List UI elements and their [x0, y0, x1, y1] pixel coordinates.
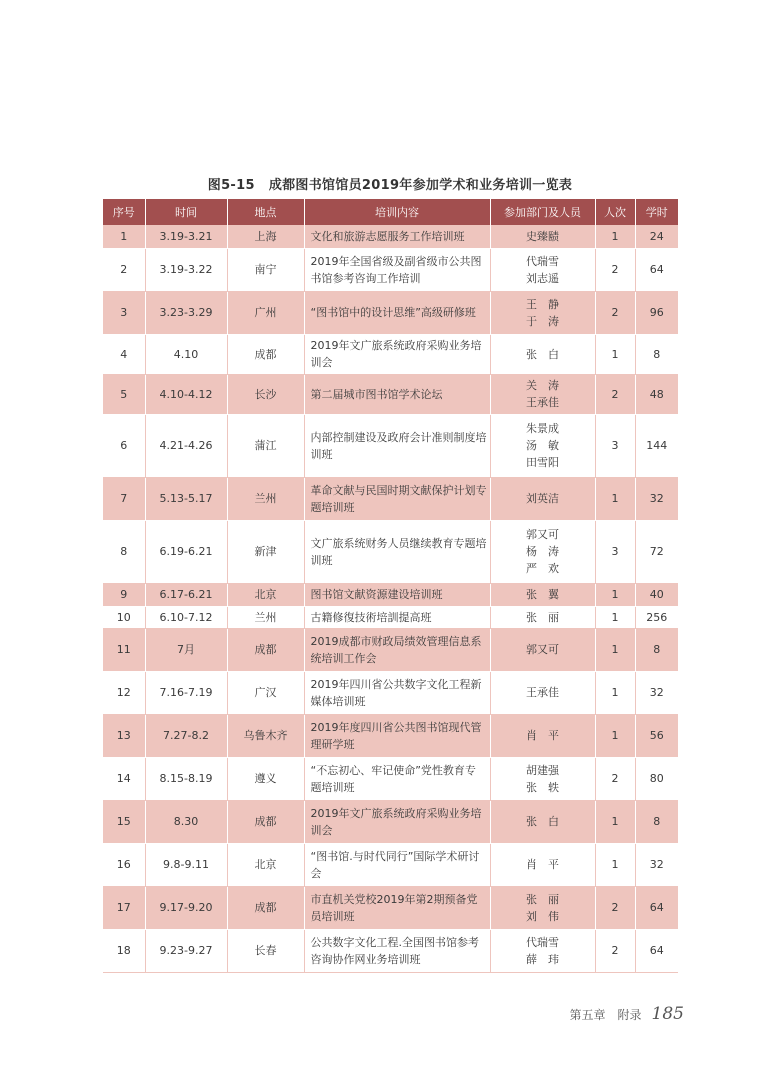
cell-count: 2 — [595, 248, 635, 291]
cell-time: 5.13-5.17 — [145, 477, 227, 520]
cell-no: 1 — [103, 225, 145, 248]
cell-hours: 8 — [635, 628, 678, 671]
cell-count: 3 — [595, 414, 635, 477]
cell-people — [490, 628, 595, 671]
person-name: 张 白 — [526, 815, 559, 828]
cell-time: 3.23-3.29 — [145, 291, 227, 334]
cell-hours: 8 — [635, 800, 678, 843]
cell-content: 文广旅系统财务人员继续教育专题培训班 — [304, 520, 490, 583]
cell-content: 市直机关党校2019年第2期预备党员培训班 — [304, 886, 490, 929]
cell-content: 2019年度四川省公共图书馆现代管理研学班 — [304, 714, 490, 757]
caption-title: 成都图书馆馆员2019年参加学术和业务培训一览表 — [268, 178, 573, 193]
person-name: 于 涛 — [526, 314, 559, 328]
table-row — [103, 414, 678, 477]
cell-content: 公共数字文化工程.全国图书馆参考咨询协作网业务培训班 — [304, 929, 490, 972]
cell-people — [490, 671, 595, 714]
cell-hours: 32 — [635, 843, 678, 886]
cell-people — [490, 291, 595, 334]
person-name: 刘志遥 — [526, 271, 559, 285]
table-row — [103, 583, 678, 606]
cell-count: 1 — [595, 671, 635, 714]
person-name: 王承佳 — [526, 396, 559, 409]
cell-people — [490, 843, 595, 886]
person-name: 张 翼 — [526, 588, 559, 601]
cell-no: 11 — [103, 628, 145, 671]
cell-time: 7月 — [145, 628, 227, 671]
person-name: 严 欢 — [526, 562, 559, 575]
person-name: 郭又可 — [526, 528, 559, 541]
table-row — [103, 374, 678, 414]
cell-content: 内部控制建设及政府会计准则制度培训班 — [304, 414, 490, 477]
person-name: 张 轶 — [526, 780, 559, 794]
cell-place: 成都 — [227, 886, 304, 929]
person-name: 肖 平 — [526, 729, 559, 742]
cell-time: 7.16-7.19 — [145, 671, 227, 714]
cell-place: 广汉 — [227, 671, 304, 714]
cell-no: 14 — [103, 757, 145, 800]
cell-no: 7 — [103, 477, 145, 520]
cell-count: 2 — [595, 929, 635, 972]
cell-place: 长春 — [227, 929, 304, 972]
cell-content: 2019年四川省公共数字文化工程新媒体培训班 — [304, 671, 490, 714]
cell-time: 6.17-6.21 — [145, 583, 227, 606]
cell-no: 12 — [103, 671, 145, 714]
cell-hours: 64 — [635, 248, 678, 291]
person-name: 郭又可 — [526, 643, 559, 656]
person-name: 刘英洁 — [526, 492, 559, 505]
cell-content: 2019成都市财政局绩效管理信息系统培训工作会 — [304, 628, 490, 671]
cell-count: 2 — [595, 886, 635, 929]
cell-people — [490, 225, 595, 248]
table-row — [103, 248, 678, 291]
page-footer — [570, 1004, 684, 1024]
footer-section: 附录 — [617, 1008, 642, 1022]
cell-count: 2 — [595, 374, 635, 414]
header-content: 培训内容 — [304, 199, 490, 225]
caption-number: 图5-15 — [207, 178, 255, 193]
cell-time: 4.10-4.12 — [145, 374, 227, 414]
cell-people — [490, 334, 595, 374]
header-people: 参加部门及人员 — [490, 199, 595, 225]
person-name: 刘 伟 — [526, 909, 559, 923]
person-name: 张 丽 — [526, 892, 559, 906]
cell-hours: 48 — [635, 374, 678, 414]
cell-count: 1 — [595, 477, 635, 520]
cell-no: 3 — [103, 291, 145, 334]
table-row — [103, 671, 678, 714]
cell-hours: 96 — [635, 291, 678, 334]
cell-hours: 64 — [635, 886, 678, 929]
cell-time: 7.27-8.2 — [145, 714, 227, 757]
person-name: 王 静 — [526, 297, 559, 311]
table-row — [103, 843, 678, 886]
cell-content: 革命文献与民国时期文献保护计划专题培训班 — [304, 477, 490, 520]
table-caption — [0, 174, 780, 193]
table-row — [103, 714, 678, 757]
cell-hours: 64 — [635, 929, 678, 972]
header-hours: 学时 — [635, 199, 678, 225]
person-name: 田雪阳 — [526, 456, 559, 469]
cell-people — [490, 248, 595, 291]
person-name: 胡建强 — [526, 763, 559, 777]
cell-place: 遵义 — [227, 757, 304, 800]
cell-people — [490, 714, 595, 757]
cell-place: 成都 — [227, 800, 304, 843]
cell-time: 8.30 — [145, 800, 227, 843]
cell-place: 上海 — [227, 225, 304, 248]
cell-no: 8 — [103, 520, 145, 583]
table-row — [103, 291, 678, 334]
cell-place: 成都 — [227, 628, 304, 671]
cell-no: 10 — [103, 606, 145, 628]
table-row — [103, 334, 678, 374]
person-name: 王承佳 — [526, 686, 559, 699]
cell-content: 文化和旅游志愿服务工作培训班 — [304, 225, 490, 248]
cell-no: 16 — [103, 843, 145, 886]
cell-count: 1 — [595, 334, 635, 374]
person-name: 张 白 — [526, 347, 559, 361]
cell-count: 1 — [595, 800, 635, 843]
cell-content: “不忘初心、牢记使命”党性教育专题培训班 — [304, 757, 490, 800]
header-time: 时间 — [145, 199, 227, 225]
cell-no: 2 — [103, 248, 145, 291]
cell-place: 北京 — [227, 843, 304, 886]
cell-place: 兰州 — [227, 606, 304, 628]
cell-place: 广州 — [227, 291, 304, 334]
header-count: 人次 — [595, 199, 635, 225]
cell-content: 2019年文广旅系统政府采购业务培训会 — [304, 800, 490, 843]
cell-no: 13 — [103, 714, 145, 757]
cell-count: 1 — [595, 628, 635, 671]
cell-hours: 80 — [635, 757, 678, 800]
cell-count: 2 — [595, 291, 635, 334]
cell-people — [490, 606, 595, 628]
table-row — [103, 628, 678, 671]
person-name: 代瑞雪 — [526, 254, 559, 268]
cell-people — [490, 583, 595, 606]
cell-time: 6.10-7.12 — [145, 606, 227, 628]
person-name: 薛 玮 — [526, 952, 559, 966]
cell-no: 6 — [103, 414, 145, 477]
cell-place: 新津 — [227, 520, 304, 583]
cell-place: 长沙 — [227, 374, 304, 414]
table-row — [103, 800, 678, 843]
cell-hours: 72 — [635, 520, 678, 583]
cell-place: 南宁 — [227, 248, 304, 291]
cell-time: 8.15-8.19 — [145, 757, 227, 800]
header-row — [103, 199, 678, 225]
cell-count: 3 — [595, 520, 635, 583]
cell-count: 1 — [595, 606, 635, 628]
cell-time: 4.10 — [145, 334, 227, 374]
cell-count: 1 — [595, 225, 635, 248]
cell-time: 6.19-6.21 — [145, 520, 227, 583]
cell-time: 9.8-9.11 — [145, 843, 227, 886]
cell-hours: 24 — [635, 225, 678, 248]
cell-hours: 32 — [635, 671, 678, 714]
table-row — [103, 225, 678, 248]
cell-content: “图书馆.与时代同行”国际学术研讨会 — [304, 843, 490, 886]
cell-content: 第二届城市图书馆学术论坛 — [304, 374, 490, 414]
person-name: 张 丽 — [526, 610, 559, 624]
cell-no: 18 — [103, 929, 145, 972]
cell-people — [490, 520, 595, 583]
cell-content: 古籍修復技術培訓提高班 — [304, 606, 490, 628]
cell-no: 9 — [103, 583, 145, 606]
cell-place: 北京 — [227, 583, 304, 606]
cell-content: 2019年全国省级及副省级市公共图书馆参考咨询工作培训 — [304, 248, 490, 291]
table-row — [103, 520, 678, 583]
cell-time: 9.17-9.20 — [145, 886, 227, 929]
cell-people — [490, 374, 595, 414]
cell-content: 图书馆文献资源建设培训班 — [304, 583, 490, 606]
cell-no: 17 — [103, 886, 145, 929]
cell-content: 2019年文广旅系统政府采购业务培训会 — [304, 334, 490, 374]
cell-hours: 8 — [635, 334, 678, 374]
cell-place: 成都 — [227, 334, 304, 374]
cell-hours: 40 — [635, 583, 678, 606]
table-row — [103, 886, 678, 929]
cell-count: 2 — [595, 757, 635, 800]
table-body — [103, 225, 678, 972]
cell-hours: 32 — [635, 477, 678, 520]
footer-chapter: 第五章 — [569, 1008, 606, 1022]
page-number: 185 — [651, 1004, 684, 1024]
cell-no: 15 — [103, 800, 145, 843]
cell-count: 1 — [595, 583, 635, 606]
cell-place: 兰州 — [227, 477, 304, 520]
person-name: 关 涛 — [526, 379, 559, 392]
person-name: 史臻赜 — [526, 229, 559, 243]
cell-hours: 256 — [635, 606, 678, 628]
cell-count: 1 — [595, 714, 635, 757]
cell-time: 9.23-9.27 — [145, 929, 227, 972]
cell-hours: 56 — [635, 714, 678, 757]
person-name: 代瑞雪 — [526, 935, 559, 949]
cell-people — [490, 477, 595, 520]
cell-people — [490, 800, 595, 843]
cell-count: 1 — [595, 843, 635, 886]
cell-people — [490, 929, 595, 972]
cell-content: “图书馆中的设计思维”高级研修班 — [304, 291, 490, 334]
training-table — [103, 199, 678, 973]
header-place: 地点 — [227, 199, 304, 225]
person-name: 朱景成 — [526, 422, 559, 435]
cell-place: 蒲江 — [227, 414, 304, 477]
table-row — [103, 477, 678, 520]
header-no: 序号 — [103, 199, 145, 225]
cell-time: 3.19-3.22 — [145, 248, 227, 291]
cell-people — [490, 886, 595, 929]
person-name: 肖 平 — [526, 858, 559, 871]
person-name: 汤 敏 — [526, 439, 559, 452]
cell-hours: 144 — [635, 414, 678, 477]
cell-time: 4.21-4.26 — [145, 414, 227, 477]
cell-place: 乌鲁木齐 — [227, 714, 304, 757]
table-row — [103, 757, 678, 800]
cell-people — [490, 757, 595, 800]
person-name: 杨 涛 — [526, 545, 559, 558]
cell-people — [490, 414, 595, 477]
table-row — [103, 606, 678, 628]
cell-time: 3.19-3.21 — [145, 225, 227, 248]
cell-no: 5 — [103, 374, 145, 414]
cell-no: 4 — [103, 334, 145, 374]
table-row — [103, 929, 678, 972]
